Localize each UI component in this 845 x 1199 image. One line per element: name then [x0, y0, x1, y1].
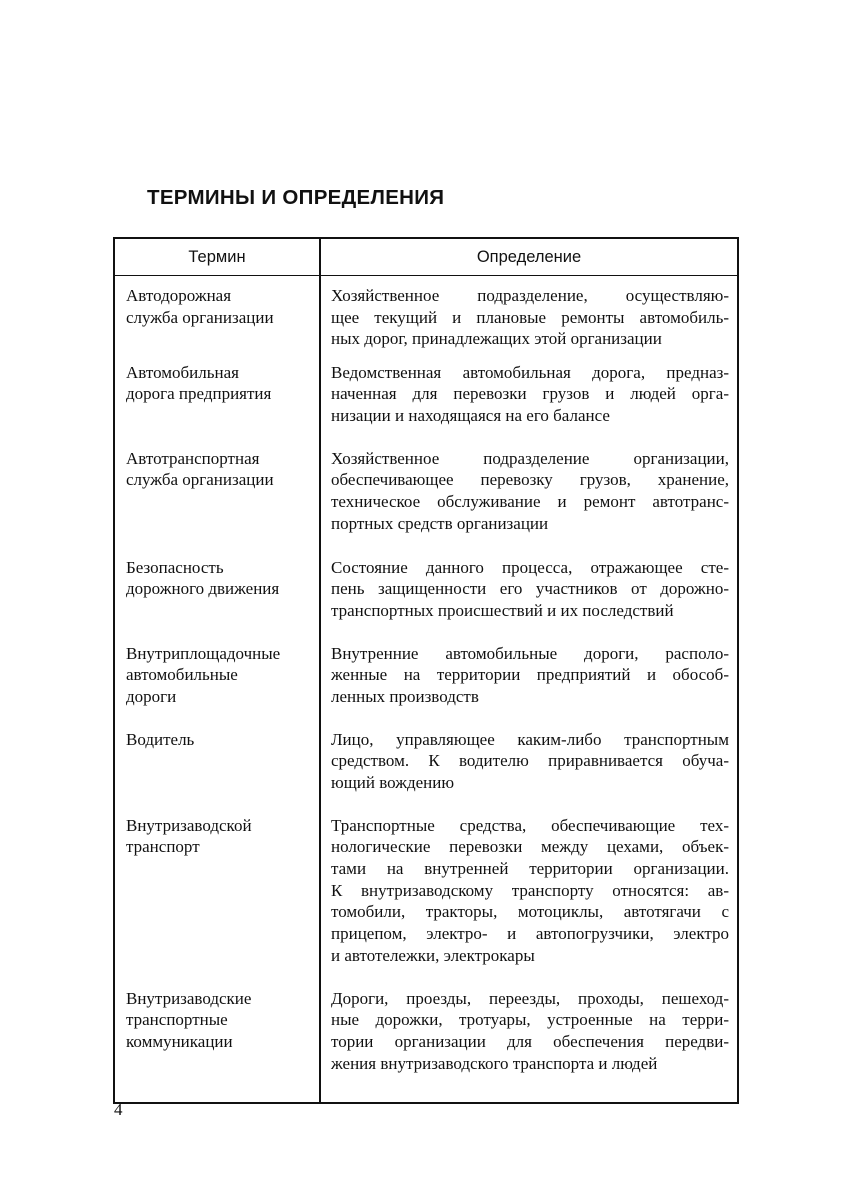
column-header-definition: Определение [320, 238, 738, 276]
table-row [114, 448, 738, 557]
term-cell [114, 815, 320, 988]
term-cell [114, 988, 320, 1103]
term-text-line: коммуникации [126, 1031, 233, 1051]
definition-cell [320, 362, 738, 448]
term-cell [114, 362, 320, 448]
definition-text-line: ные дорожки, тротуары, устроенные на терри- [331, 1010, 729, 1030]
column-header-term: Термин [114, 238, 320, 276]
definition-text-line: тории организации для обеспечения передви- [331, 1031, 729, 1051]
table-row [114, 276, 738, 362]
definition-text-line: низации и находящаяся на его балансе [331, 405, 610, 425]
definition-text-line: и автотележки, электрокары [331, 945, 535, 965]
definition-text-line: жения внутризаводского транспорта и людей [331, 1053, 658, 1073]
term-cell [114, 729, 320, 815]
term-text-line: Автотранспортная [126, 448, 260, 468]
definition-cell [320, 729, 738, 815]
term-cell [114, 643, 320, 729]
definition-cell [320, 276, 738, 362]
table-header-row [114, 238, 738, 276]
table-row [114, 988, 738, 1103]
definition-text-line: Транспортные средства, обеспечивающие тех- [331, 815, 729, 835]
definition-text-line: томобили, тракторы, мотоциклы, автотягачи с [331, 902, 729, 922]
term-text-line: Безопасность [126, 557, 224, 577]
term-text-line: дорога предприятия [126, 384, 272, 404]
definition-cell [320, 815, 738, 988]
term-text-line: транспортные [126, 1010, 228, 1030]
definition-cell [320, 448, 738, 557]
table-body [114, 276, 738, 1103]
definition-cell [320, 643, 738, 729]
definition-text-line: ных дорог, принадлежащих этой организации [331, 329, 662, 349]
definition-text-line: К внутризаводскому транспорту относятся: ав- [331, 880, 729, 900]
definition-text-line: пень защищенности его участников от дорожно- [331, 579, 729, 599]
definition-text-line: обеспечивающее перевозку грузов, хранение, [331, 470, 729, 490]
term-text-line: служба организации [126, 307, 274, 327]
term-cell [114, 448, 320, 557]
definition-text-line: тами на внутренней территории организации. [331, 858, 729, 878]
term-text-line: автомобильные [126, 665, 238, 685]
definition-text-line: Лицо, управляющее каким-либо транспортным [331, 729, 729, 749]
term-text-line: служба организации [126, 470, 274, 490]
definition-text-line: ленных производств [331, 686, 479, 706]
definition-text-line: транспортных происшествий и их последствий [331, 600, 674, 620]
term-text-line: дорожного движения [126, 579, 280, 599]
definition-text-line: женные на территории предприятий и обособ- [331, 665, 729, 685]
definition-text-line: наченная для перевозки грузов и людей орга- [331, 384, 729, 404]
definition-text-line: Состояние данного процесса, отражающее сте- [331, 557, 729, 577]
definition-cell [320, 988, 738, 1103]
definition-cell [320, 557, 738, 643]
term-text-line: дороги [126, 686, 177, 706]
term-text-line: Водитель [126, 729, 195, 749]
definition-text-line: Хозяйственное подразделение организации, [331, 448, 729, 468]
table-row [114, 557, 738, 643]
definition-text-line: Ведомственная автомобильная дорога, предназ- [331, 362, 729, 382]
table-row [114, 643, 738, 729]
definition-text-line: портных средств организации [331, 513, 549, 533]
definition-text-line: ющий вождению [331, 772, 455, 792]
term-text-line: Внутризаводской [126, 815, 252, 835]
term-cell [114, 276, 320, 362]
definition-text-line: прицепом, электро- и автопогрузчики, электро [331, 924, 729, 944]
definition-text-line: Хозяйственное подразделение, осуществляю- [331, 286, 729, 305]
table-row [114, 729, 738, 815]
term-text-line: транспорт [126, 837, 200, 857]
term-text-line: Внутриплощадочные [126, 643, 281, 663]
definition-text-line: щее текущий и плановые ремонты автомобиль- [331, 307, 729, 327]
term-text-line: Автодорожная [126, 286, 232, 305]
page-title: ТЕРМИНЫ И ОПРЕДЕЛЕНИЯ [147, 186, 445, 209]
definition-text-line: Внутренние автомобильные дороги, располо- [331, 643, 729, 663]
table-row [114, 815, 738, 988]
term-text-line: Внутризаводские [126, 988, 252, 1008]
definition-text-line: средством. К водителю приравнивается обуча- [331, 751, 729, 771]
definition-text-line: техническое обслуживание и ремонт автотранс- [331, 491, 729, 511]
term-cell [114, 557, 320, 643]
term-text-line: Автомобильная [126, 362, 239, 382]
table-row [114, 362, 738, 448]
page-number: 4 [114, 1100, 123, 1119]
definition-text-line: нологические перевозки между цехами, объек- [331, 837, 729, 857]
definition-text-line: Дороги, проезды, переезды, проходы, пешеход- [331, 988, 729, 1008]
terms-table [113, 237, 739, 1104]
